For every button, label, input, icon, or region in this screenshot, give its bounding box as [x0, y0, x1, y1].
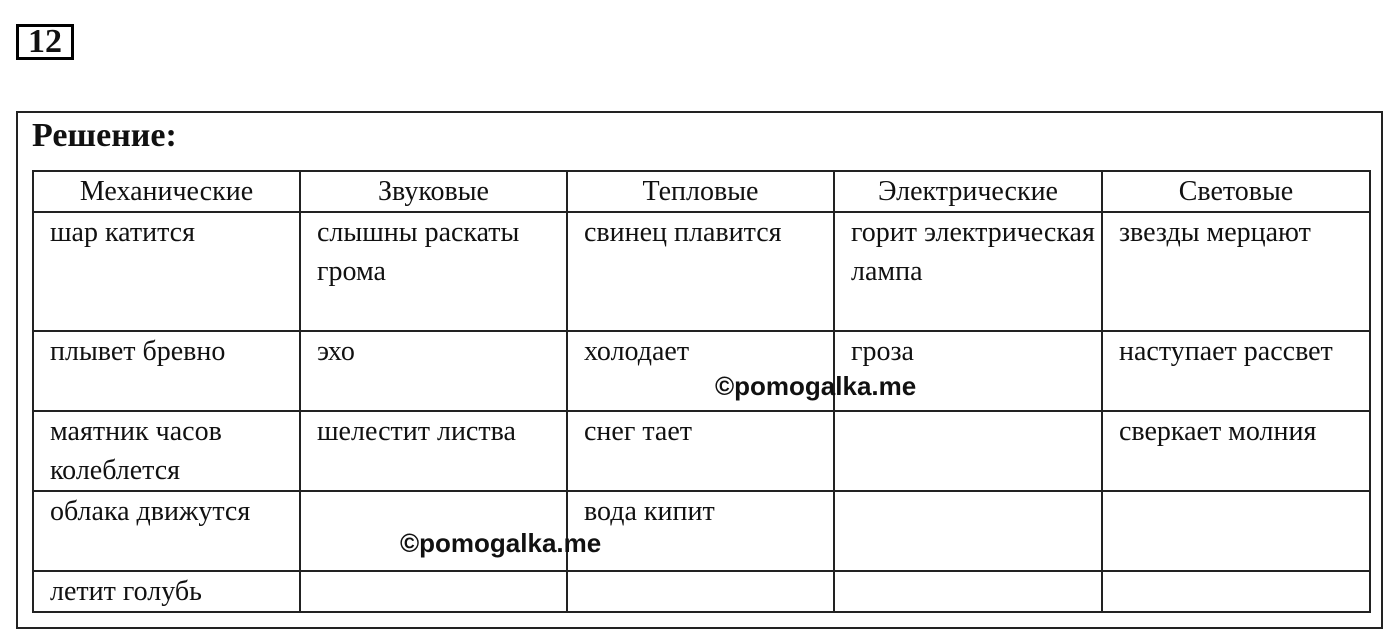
table-cell: шар катится [33, 212, 300, 331]
task-number: 12 [16, 24, 74, 60]
header-thermal: Тепловые [567, 171, 834, 212]
table-cell [1102, 491, 1370, 571]
table-cell: свинец плавится [567, 212, 834, 331]
solution-title: Решение: [32, 117, 177, 154]
table-cell: шелестит листва [300, 411, 567, 491]
table-cell: вода кипит [567, 491, 834, 571]
table-cell: сверкает молния [1102, 411, 1370, 491]
solution-table [32, 170, 1371, 613]
table-cell: эхо [300, 331, 567, 411]
table-cell: облака движутся [33, 491, 300, 571]
watermark: ©pomogalka.me [715, 371, 917, 401]
table-cell: наступает рассвет [1102, 331, 1370, 411]
table-row [33, 331, 1370, 411]
table-cell [834, 571, 1102, 612]
table-cell: снег тает [567, 411, 834, 491]
table-cell: горит электрическая лампа [834, 212, 1102, 331]
table-cell: звезды мерцают [1102, 212, 1370, 331]
header-mechanical: Механические [33, 171, 300, 212]
table-cell: летит голубь [33, 571, 300, 612]
table-cell [834, 411, 1102, 491]
table-cell [567, 571, 834, 612]
table-row [33, 491, 1370, 571]
table-cell: маятник часов колеблется [33, 411, 300, 491]
table-cell: плывет бревно [33, 331, 300, 411]
table-row [33, 571, 1370, 612]
table-cell [1102, 571, 1370, 612]
solution-frame [16, 111, 1383, 629]
table-header-row [33, 171, 1370, 212]
watermark: ©pomogalka.me [400, 528, 602, 558]
table-row [33, 212, 1370, 331]
table-cell [834, 491, 1102, 571]
table-cell: гроза [834, 331, 1102, 411]
header-light: Световые [1102, 171, 1370, 212]
header-sound: Звуковые [300, 171, 567, 212]
table-cell: слышны раскаты грома [300, 212, 567, 331]
header-electrical: Электрические [834, 171, 1102, 212]
table-row [33, 411, 1370, 491]
table-cell [300, 571, 567, 612]
table-cell: холодает [567, 331, 834, 411]
